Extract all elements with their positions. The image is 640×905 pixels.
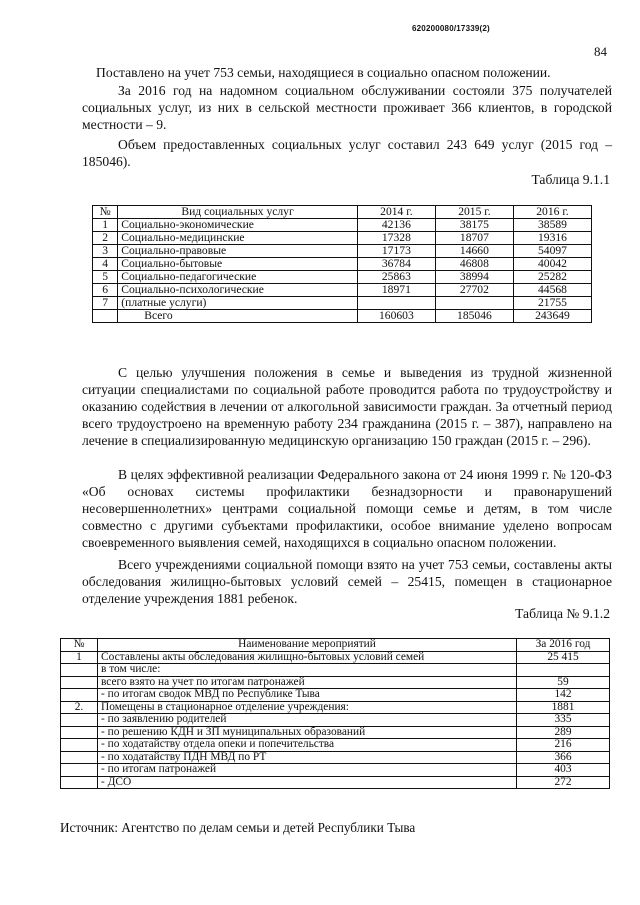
row-2015: 185046: [435, 310, 513, 323]
row-2016: 44568: [513, 284, 591, 297]
row-num: [61, 751, 98, 764]
row-2015: 38994: [435, 271, 513, 284]
paragraph-totals: Всего учреждениями социальной помощи взято на учет 753 семьи, составлены акты обследования жилищно-бытовых условий семей – 25415, помещен в стационарное отделение учреждения 1881 ребенок.: [82, 557, 612, 606]
row-num: [61, 689, 98, 702]
row-name: Социально-экономические: [118, 219, 358, 232]
row-num: 4: [93, 258, 118, 271]
row-value: 289: [517, 726, 610, 739]
table-header-row: [93, 206, 592, 219]
table-header-row: [61, 639, 610, 652]
row-name: всего взято на учет по итогам патронажей: [98, 676, 517, 689]
page-number: 84: [594, 44, 607, 59]
row-value: 25 415: [517, 651, 610, 664]
table-caption-2: Таблица № 9.1.2: [515, 606, 610, 621]
row-name: - по итогам патронажей: [98, 764, 517, 777]
row-name: - по ходатайству отдела опеки и попечительства: [98, 739, 517, 752]
row-2014: 18971: [357, 284, 435, 297]
social-services-table: [92, 205, 592, 323]
row-num: 2.: [61, 701, 98, 714]
table-row: [61, 714, 610, 727]
table-row: [61, 689, 610, 702]
row-num: [61, 664, 98, 677]
row-num: 3: [93, 245, 118, 258]
paragraph-home-service: За 2016 год на надомном социальном обслуживании состояли 375 получателей социальных услуг, из них в сельской местности проживает 366 клиентов, в городской местности – 9.: [82, 83, 612, 132]
row-name: Составлены акты обследования жилищно-бытовых условий семей: [98, 651, 517, 664]
table-row: [61, 664, 610, 677]
row-name: Социально-правовые: [118, 245, 358, 258]
row-2016: 38589: [513, 219, 591, 232]
header-num: №: [61, 639, 98, 652]
measures-table: [60, 638, 610, 789]
row-name: Социально-медицинские: [118, 232, 358, 245]
row-value: 142: [517, 689, 610, 702]
row-2015: [435, 297, 513, 310]
header-num: №: [93, 206, 118, 219]
table-row: [61, 701, 610, 714]
row-num: [61, 726, 98, 739]
table-row: [93, 245, 592, 258]
table-row: [93, 219, 592, 232]
row-num: [61, 714, 98, 727]
row-2016: 243649: [513, 310, 591, 323]
row-num: 6: [93, 284, 118, 297]
row-2016: 19316: [513, 232, 591, 245]
row-num: [61, 739, 98, 752]
row-2014: 17328: [357, 232, 435, 245]
row-name: в том числе:: [98, 664, 517, 677]
table-row: [93, 297, 592, 310]
paragraph-services-volume: Объем предоставленных социальных услуг составил 243 649 услуг (2015 год –185046).: [82, 137, 612, 169]
table-total-row: [93, 310, 592, 323]
row-name: - по решению КДН и ЗП муниципальных образований: [98, 726, 517, 739]
header-measure-name: Наименование мероприятий: [98, 639, 517, 652]
row-2015: 18707: [435, 232, 513, 245]
document-code: 620200080/17339(2): [412, 24, 490, 33]
header-service-type: Вид социальных услуг: [118, 206, 358, 219]
table-row: [61, 764, 610, 777]
row-num: 1: [93, 219, 118, 232]
header-2016: За 2016 год: [517, 639, 610, 652]
table-row: [61, 651, 610, 664]
row-name: Социально-бытовые: [118, 258, 358, 271]
paragraph-registered-families: Поставлено на учет 753 семьи, находящиеся в социально опасном положении.: [96, 65, 551, 80]
row-2014: [357, 297, 435, 310]
row-num: [61, 776, 98, 789]
row-name: Помещены в стационарное отделение учреждения:: [98, 701, 517, 714]
row-2015: 14660: [435, 245, 513, 258]
table-row: [61, 676, 610, 689]
row-num: 7: [93, 297, 118, 310]
row-2014: 42136: [357, 219, 435, 232]
row-value: 403: [517, 764, 610, 777]
header-2014: 2014 г.: [357, 206, 435, 219]
table-row: [61, 776, 610, 789]
row-num: 1: [61, 651, 98, 664]
row-2014: 160603: [357, 310, 435, 323]
row-num: 2: [93, 232, 118, 245]
table-caption-1: Таблица 9.1.1: [531, 172, 610, 187]
row-name: - ДСО: [98, 776, 517, 789]
row-name: Социально-психологические: [118, 284, 358, 297]
row-2016: 25282: [513, 271, 591, 284]
row-value: 216: [517, 739, 610, 752]
row-value: 59: [517, 676, 610, 689]
row-name: (платные услуги): [118, 297, 358, 310]
row-num: [61, 676, 98, 689]
row-num: [61, 764, 98, 777]
source-note: Источник: Агентство по делам семьи и детей Республики Тыва: [60, 820, 416, 835]
table-row: [61, 739, 610, 752]
row-2014: 17173: [357, 245, 435, 258]
row-2015: 38175: [435, 219, 513, 232]
row-num: 5: [93, 271, 118, 284]
row-name: - по ходатайству ПДН МВД по РТ: [98, 751, 517, 764]
row-value: 366: [517, 751, 610, 764]
row-value: [517, 664, 610, 677]
row-name: Всего: [118, 310, 358, 323]
row-2014: 25863: [357, 271, 435, 284]
row-name: Социально-педагогические: [118, 271, 358, 284]
table-row: [61, 751, 610, 764]
row-value: 335: [517, 714, 610, 727]
header-2016: 2016 г.: [513, 206, 591, 219]
table-row: [93, 271, 592, 284]
table-row: [93, 258, 592, 271]
row-value: 272: [517, 776, 610, 789]
header-2015: 2015 г.: [435, 206, 513, 219]
row-2016: 54097: [513, 245, 591, 258]
row-2015: 27702: [435, 284, 513, 297]
row-2015: 46808: [435, 258, 513, 271]
row-num: [93, 310, 118, 323]
row-2016: 21755: [513, 297, 591, 310]
table-row: [93, 232, 592, 245]
row-2016: 40042: [513, 258, 591, 271]
table-row: [61, 726, 610, 739]
paragraph-federal-law: В целях эффективной реализации Федерального закона от 24 июня 1999 г. № 120-ФЗ «Об основах системы профилактики безнадзорности и правонарушений несовершеннолетних» центрами социальной помощи семье и детям, в том числе совместно с другими субъектами профилактики, особое внимание уделено вопросам своевременного выявления семей, находящихся в социально опасном положении.: [82, 467, 612, 550]
row-name: - по заявлению родителей: [98, 714, 517, 727]
row-name: - по итогам сводок МВД по Республике Тыва: [98, 689, 517, 702]
row-2014: 36784: [357, 258, 435, 271]
paragraph-employment: С целью улучшения положения в семье и выведения из трудной жизненной ситуации специалистами по социальной работе проводится работа по трудоустройству и оказанию содействия в лечении от алкогольной зависимости граждан. За отчетный период всего трудоустроено на временную работу 234 гражданина (2015 г. – 387), направлено на лечение в специализированную медицинскую организацию 150 граждан (2015 г. – 296).: [82, 365, 612, 448]
table-row: [93, 284, 592, 297]
row-value: 1881: [517, 701, 610, 714]
